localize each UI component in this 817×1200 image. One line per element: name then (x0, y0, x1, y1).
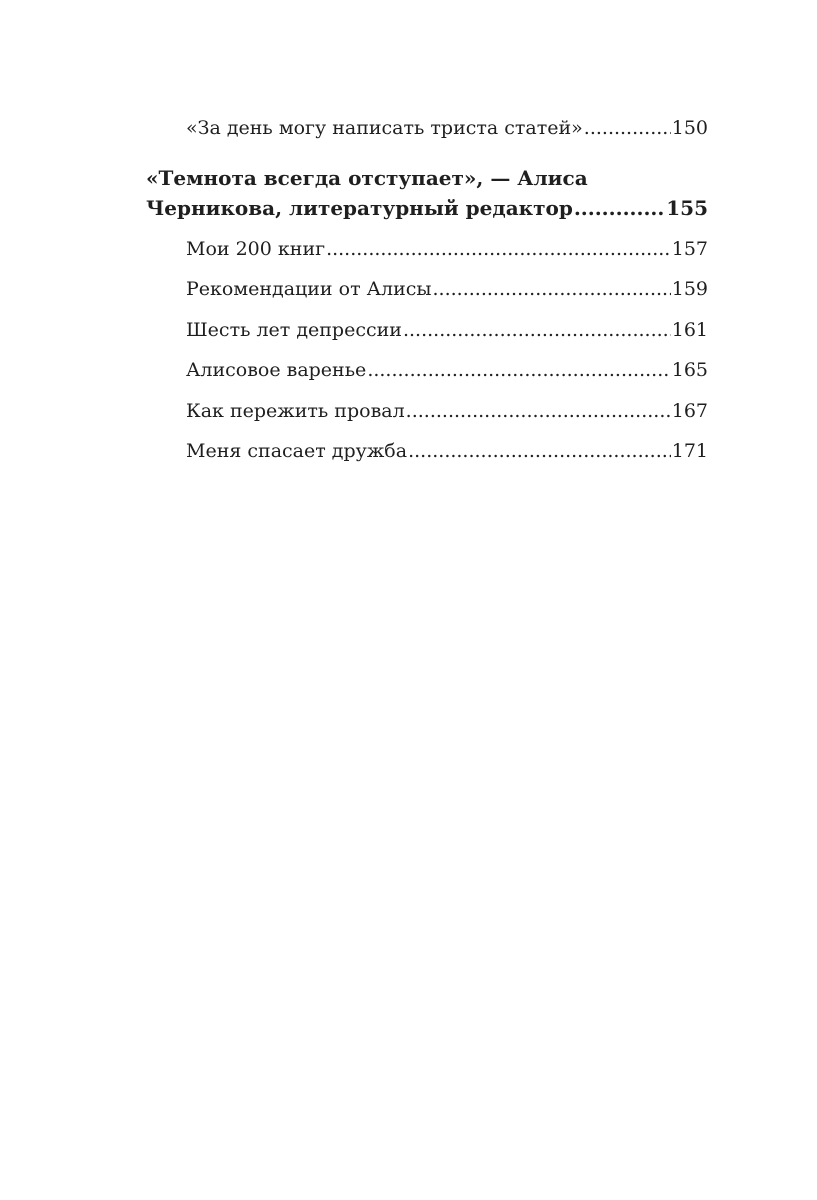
toc-entry-title: Шесть лет депрессии (186, 318, 402, 341)
toc-entry-page: 159 (671, 278, 708, 300)
toc-entry-title: Как пережить провал (186, 399, 405, 422)
toc-entry-title: Рекомендации от Алисы (186, 278, 432, 300)
toc-entry (186, 350, 708, 391)
dot-leader (406, 391, 671, 432)
toc-chapter-title-line2: Черникова, литературный редактор (146, 195, 573, 220)
toc-entry-page: 157 (671, 237, 708, 260)
toc-entry (186, 108, 708, 149)
table-of-contents (146, 108, 708, 472)
toc-entry-page: 165 (671, 359, 708, 381)
dot-leader (584, 108, 671, 149)
dot-leader (433, 269, 671, 310)
toc-entry (186, 431, 708, 472)
dot-leader (574, 193, 665, 223)
dot-leader (326, 229, 671, 270)
toc-entry (186, 310, 708, 351)
toc-entry-title: «За день могу написать триста статей» (186, 117, 583, 139)
dot-leader (403, 310, 671, 351)
toc-entry (186, 229, 708, 270)
toc-entry-page: 171 (671, 440, 708, 462)
toc-chapter-page: 155 (666, 195, 708, 220)
toc-chapter-title-line1: «Темнота всегда отступает», — Алиса (146, 165, 588, 190)
dot-leader (408, 431, 671, 472)
toc-entry-title: Мои 200 книг (186, 237, 326, 260)
dot-leader (367, 350, 670, 391)
toc-entry-page: 161 (671, 318, 708, 341)
toc-entry-page: 150 (671, 117, 708, 139)
toc-entry (186, 269, 708, 310)
toc-entry-title: Алисовое варенье (186, 359, 367, 381)
toc-entry (186, 391, 708, 432)
toc-entry-title: Меня спасает дружба (186, 440, 408, 462)
toc-chapter-line2 (146, 193, 708, 223)
toc-chapter (146, 163, 708, 223)
toc-entry-page: 167 (671, 399, 708, 422)
